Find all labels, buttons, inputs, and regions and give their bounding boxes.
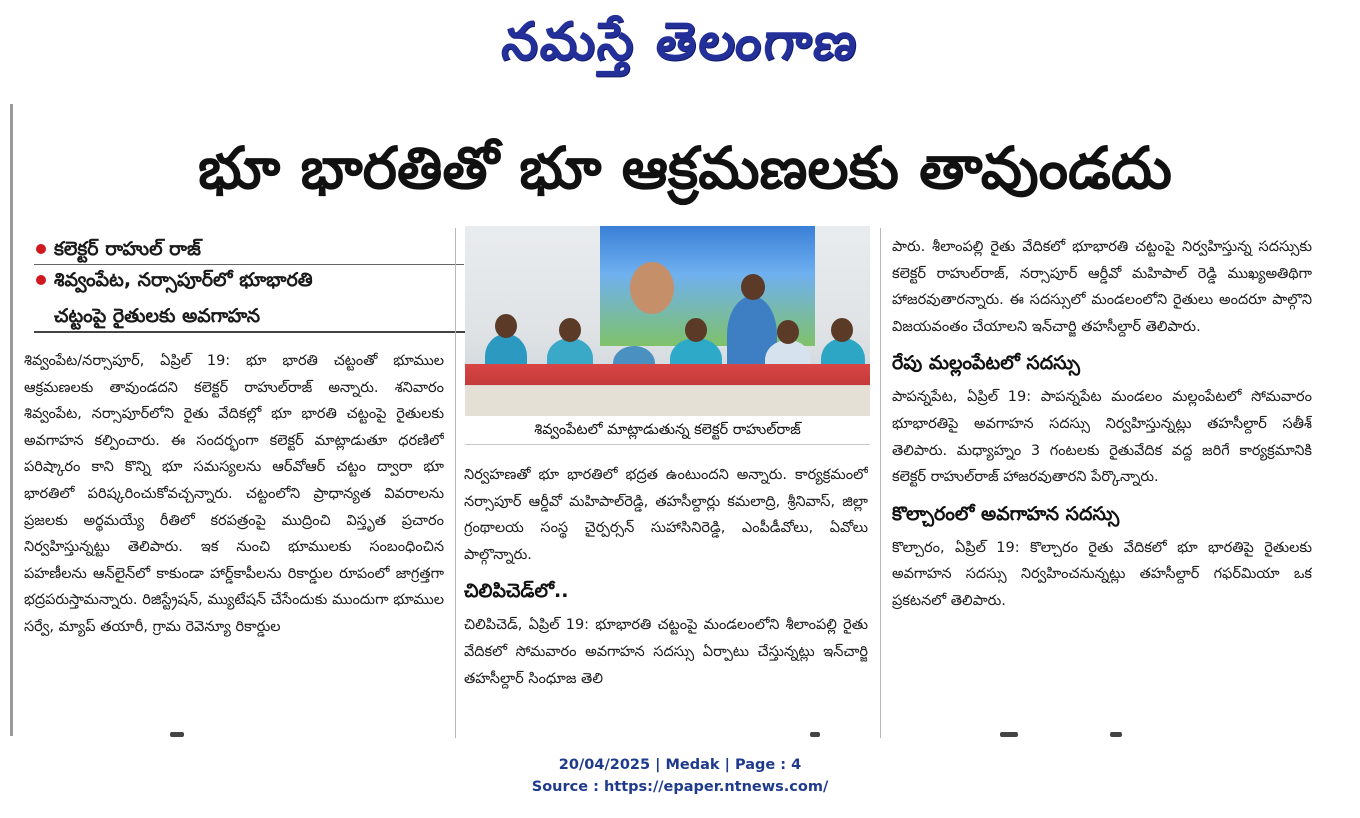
- column-divider: [455, 228, 456, 738]
- event-photo: [465, 226, 870, 416]
- photo-person-head: [831, 318, 853, 342]
- divider: [34, 331, 466, 333]
- highlight-text: కలెక్టర్ రాహుల్ రాజ్: [54, 238, 201, 260]
- masthead: [0, 4, 1360, 80]
- highlight-item: [34, 234, 464, 265]
- photo-speaker-head: [741, 274, 765, 300]
- footer-date-edition: 20/04/2025 | Medak | Page : 4: [558, 757, 802, 773]
- highlight-text: శివ్వంపేట, నర్సాపూర్‌లో భూభారతి: [54, 269, 313, 291]
- photo-person-head: [559, 318, 581, 342]
- section-subhead: కొల్చారంలో అవగాహన సదస్సు: [892, 502, 1120, 525]
- article-paragraph: నిర్వహణతో భూ భారతిలో భద్రత ఉంటుందని అన్నారు. కార్యక్రమంలో నర్సాపూర్ ఆర్డీవో మహిపాల్‌రెడ్డి, తహసీల్దార్లు కమలాద్రి, శ్రీనివాస్, జిల్లా గ్రంథాలయ సంస్థ చైర్పర్సన్ సుహాసినిరెడ్డి, ఎంపీడీవోలు, ఏవోలు పాల్గొన్నారు.: [464, 467, 868, 563]
- article-column-3: [892, 234, 1312, 740]
- clipped-next-line: [10, 732, 1352, 740]
- photo-person-head: [495, 314, 517, 338]
- article-paragraph: చిలిపిచెడ్, ఏప్రిల్ 19: భూభారతి చట్టంపై మండలంలోని శీలాంపల్లి రైతు వేదికలో సోమవారం అవగాహన సదస్సు ఏర్పాటు చేస్తున్నట్లు ఇన్‌చార్జి తహసీల్దార్ సింధూజ తెలి: [464, 617, 868, 687]
- article-paragraph: పాపన్నపేట, ఏప్రిల్ 19: పాపన్నపేట మండలం మల్లంపేటలో సోమవారం భూభారతిపై అవగాహన సదస్సు నిర్వహిస్తున్నట్లు తహసీల్దార్ సతీశ్ తెలిపారు. మధ్యాహ్నం 3 గంటలకు రైతువేదిక వద్ద జరిగే కార్యక్రమానికి కలెక్టర్ రాహుల్‌రాజ్ హాజరవుతారని పేర్కొన్నారు.: [892, 389, 1312, 486]
- page-footer: [0, 754, 1360, 798]
- photo-person-head: [777, 320, 799, 344]
- section-subhead: చిలిపిచెడ్‌లో..: [464, 580, 569, 603]
- article-paragraph: పారు. శీలాంపల్లి రైతు వేదికలో భూభారతి చట్టంపై నిర్వహిస్తున్న సదస్సుకు కలెక్టర్ రాహుల్‌రాజ్, నర్సాపూర్ ఆర్డీవో మహిపాల్ రెడ్డి ముఖ్యఅతిథిగా హాజరవుతారన్నారు. ఈ సదస్సులో మండలంలోని రైతులు అందరూ పాల్గొని విజయవంతం చేయాలని ఇన్‌చార్జి తహసీల్దార్ తెలిపారు.: [892, 239, 1312, 335]
- section-subhead: రేపు మల్లంపేటలో సదస్సు: [892, 352, 1080, 375]
- bullet-dot-icon: [36, 244, 46, 254]
- photo-person-head: [685, 318, 707, 342]
- article-column-1: [24, 348, 444, 740]
- article-column-2: [464, 462, 868, 740]
- footer-source-link[interactable]: Source : https://epaper.ntnews.com/: [531, 779, 829, 795]
- photo-caption: శివ్వంపేటలో మాట్లాడుతున్న కలెక్టర్ రాహుల్‌రాజ్: [465, 416, 870, 445]
- clipping-left-border: [10, 104, 13, 736]
- article-headline: భూ భారతితో భూ ఆక్రమణలకు తావుండదు: [198, 134, 1172, 202]
- masthead-logo-text: నమస్తే తెలంగాణ: [498, 11, 862, 72]
- highlight-text-continued: చట్టంపై రైతులకు అవగాహన: [54, 305, 261, 327]
- article-paragraph: కొల్చారం, ఏప్రిల్ 19: కొల్చారం రైతు వేదికలో భూ భారతిపై రైతులకు అవగాహన సదస్సు నిర్వహించనున్నట్లు తహసీల్దార్ గఫర్‌మియా ఒక ప్రకటనలో తెలిపారు.: [892, 539, 1312, 609]
- article-clipping: [10, 104, 1352, 740]
- photo-table: [465, 364, 870, 416]
- bullet-dot-icon: [36, 275, 46, 285]
- highlight-bullets: [34, 234, 464, 333]
- highlight-item: [34, 265, 464, 331]
- column-divider: [880, 228, 881, 738]
- article-paragraph: శివ్వంపేట/నర్సాపూర్, ఏప్రిల్ 19: భూ భారతి చట్టంతో భూముల ఆక్రమణలకు తావుండదని కలెక్టర్ రాహుల్‌రాజ్ అన్నారు. శనివారం శివ్వంపేట, నర్సాపూర్‌లోని రైతు వేదికల్లో భూ భారతి చట్టంపై రైతులకు అవగాహన కల్పించారు. ఈ సందర్భంగా కలెక్టర్ మాట్లాడుతూ ధరణిలో పరిష్కారం కాని కొన్ని భూ సమస్యలను ఆర్‌వోఆర్ చట్టం ద్వారా భూ భారతిలో పరిష్కరించుకోవచ్చన్నారు. చట్టంలోని ప్రాధాన్యత వివరాలను ప్రజలకు అర్థమయ్యే రీతిలో కరపత్రంపై ముద్రించి విస్తృత ప్రచారం నిర్వహిస్తున్నట్టు తెలిపారు. ఇక నుంచి భూములకు సంబంధించిన పహణీలను ఆన్‌లైన్‌లో కాకుండా హార్డ్‌కాపీలను రికార్డుల రూపంలో జాగ్రత్తగా భద్రపరుస్తామన్నారు. రిజిస్ట్రేషన్, మ్యుటేషన్ చేసేందుకు ముందుగా భూముల సర్వే, మ్యాప్ తయారీ, గ్రామ రెవెన్యూ రికార్డుల: [24, 353, 444, 635]
